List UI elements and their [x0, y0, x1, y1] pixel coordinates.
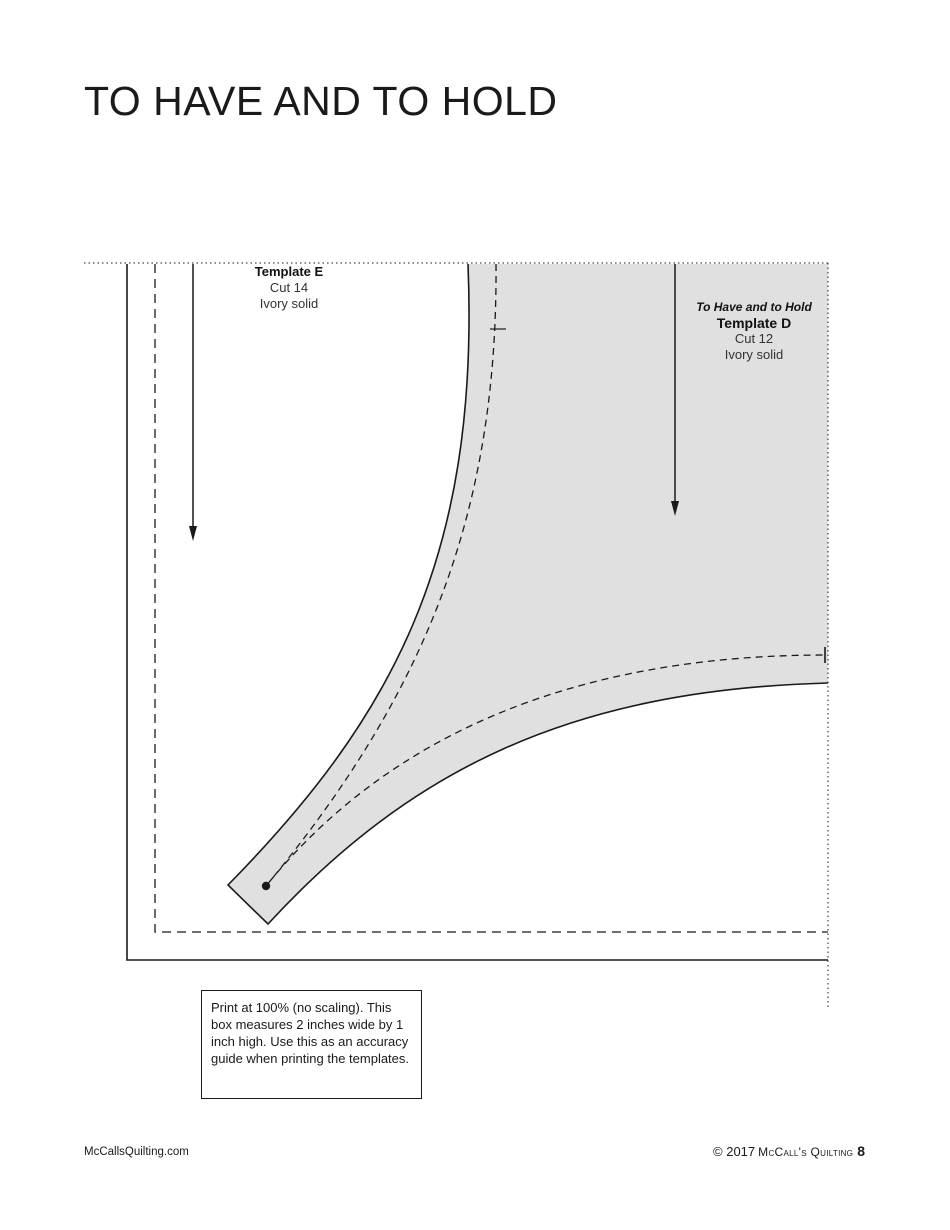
seam-intersection-dot — [262, 882, 270, 890]
template-d-name: Template D — [716, 315, 792, 331]
template-d-cut: Cut 12 — [734, 331, 774, 346]
template-e-label — [239, 264, 339, 312]
template-d-shape — [228, 264, 828, 924]
print-scale-text: Print at 100% (no scaling). This box measures 2 inches wide by 1 inch high. Use this as an accuracy guide when printing the templates. — [211, 1000, 410, 1066]
publisher-name: McCall's Quilting — [758, 1145, 854, 1159]
footer-website: McCallsQuilting.com — [84, 1146, 189, 1158]
template-d-label — [684, 299, 824, 363]
template-e-fabric: Ivory solid — [259, 296, 319, 311]
print-scale-box — [201, 990, 422, 1099]
copyright: © 2017 — [713, 1144, 756, 1159]
template-d-fabric: Ivory solid — [724, 347, 784, 362]
page-number: 8 — [857, 1143, 865, 1159]
template-d-pattern: To Have and to Hold — [696, 300, 812, 314]
template-e-cut: Cut 14 — [269, 280, 309, 295]
footer-credit — [713, 1143, 865, 1159]
grain-arrowhead-icon — [189, 526, 197, 541]
page-title: TO HAVE AND TO HOLD — [84, 78, 558, 124]
template-e-name: Template E — [254, 264, 324, 279]
